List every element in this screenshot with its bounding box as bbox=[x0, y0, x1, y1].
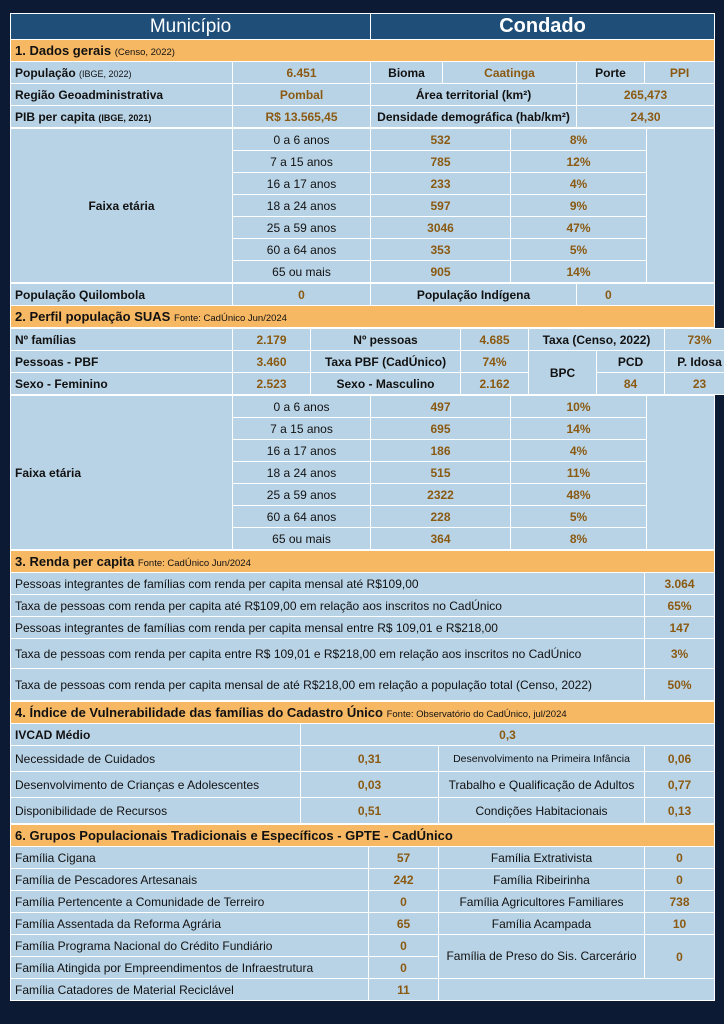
section-3-source: Fonte: CadÚnico Jun/2024 bbox=[137, 558, 251, 569]
gpte-label: Família Catadores de Material Reciclável bbox=[11, 979, 369, 1001]
idosa-value: 23 bbox=[665, 373, 724, 395]
quilombola-value: 0 bbox=[233, 284, 371, 306]
faixa-range: 7 a 15 anos bbox=[233, 151, 371, 173]
pib-label: PIB per capita bbox=[15, 109, 96, 124]
familias-label: Nº famílias bbox=[11, 329, 233, 351]
ivcad-dimension-row bbox=[11, 746, 715, 772]
dimension-value: 0,77 bbox=[645, 772, 715, 798]
gpte-row bbox=[11, 847, 715, 869]
section-4-title bbox=[11, 702, 715, 724]
pcd-value: 84 bbox=[597, 373, 665, 395]
faixa-percent: 11% bbox=[511, 462, 647, 484]
dimension-value: 0,13 bbox=[645, 798, 715, 824]
masculino-label: Sexo - Masculino bbox=[311, 373, 461, 395]
section-6-title: 6. Grupos Populacionais Tradicionais e Específicos - GPTE - CadÚnico bbox=[11, 825, 715, 847]
indigena-label: População Indígena bbox=[371, 284, 577, 306]
faixa-percent: 4% bbox=[511, 440, 647, 462]
dimension-value: 0,03 bbox=[301, 772, 439, 798]
taxa-censo-label: Taxa (Censo, 2022) bbox=[529, 329, 665, 351]
faixa-count: 785 bbox=[371, 151, 511, 173]
section-4-table bbox=[10, 701, 715, 824]
section-3-table bbox=[10, 550, 715, 701]
feminino-value: 2.523 bbox=[233, 373, 311, 395]
data-sheet bbox=[10, 13, 722, 1005]
gpte-label: Família Programa Nacional do Crédito Fundiário bbox=[11, 935, 369, 957]
ivcad-value: 0,3 bbox=[301, 724, 715, 746]
pbf-value: 3.460 bbox=[233, 351, 311, 373]
gpte-label: Família Ribeirinha bbox=[439, 869, 645, 891]
faixa-percent: 5% bbox=[511, 239, 647, 261]
faixa-range: 16 a 17 anos bbox=[233, 173, 371, 195]
faixa-count: 497 bbox=[371, 396, 511, 418]
area-value: 265,473 bbox=[577, 84, 715, 106]
pib-label-cell bbox=[11, 106, 233, 128]
section-3-title bbox=[11, 551, 715, 573]
dimension-value: 0,31 bbox=[301, 746, 439, 772]
pbf-label: Pessoas - PBF bbox=[11, 351, 233, 373]
regiao-label: Região Geoadministrativa bbox=[11, 84, 233, 106]
faixa-percent: 5% bbox=[511, 506, 647, 528]
renda-value: 3% bbox=[645, 639, 715, 669]
section-2-title-text: 2. Perfil população SUAS bbox=[15, 309, 171, 324]
bioma-label: Bioma bbox=[371, 62, 443, 84]
dimension-label: Necessidade de Cuidados bbox=[11, 746, 301, 772]
faixa-range: 65 ou mais bbox=[233, 261, 371, 283]
faixa-range: 0 a 6 anos bbox=[233, 396, 371, 418]
populacao-value: 6.451 bbox=[233, 62, 371, 84]
section-2-title bbox=[11, 306, 715, 328]
renda-label: Taxa de pessoas com renda per capita entre R$ 109,01 e R$218,00 em relação aos inscritos no CadÚnico bbox=[11, 639, 645, 669]
dimension-label: Desenvolvimento de Crianças e Adolescentes bbox=[11, 772, 301, 798]
indigena-value: 0 bbox=[577, 284, 715, 306]
ivcad-dimension-row bbox=[11, 798, 715, 824]
gpte-value: 0 bbox=[369, 957, 439, 979]
faixa-empty-cell bbox=[647, 129, 715, 283]
faixa-count: 695 bbox=[371, 418, 511, 440]
masculino-value: 2.162 bbox=[461, 373, 529, 395]
gpte-value: 0 bbox=[369, 935, 439, 957]
porte-value: PPI bbox=[645, 62, 715, 84]
taxa-pbf-value: 74% bbox=[461, 351, 529, 373]
renda-row bbox=[11, 617, 715, 639]
section-1-population-table bbox=[10, 283, 715, 328]
faixa-percent: 14% bbox=[511, 418, 647, 440]
gpte-label: Família Acampada bbox=[439, 913, 645, 935]
faixa-percent: 8% bbox=[511, 129, 647, 151]
section-2-table bbox=[10, 328, 724, 395]
gpte-row bbox=[11, 869, 715, 891]
faixa-etaria-label: Faixa etária bbox=[11, 396, 233, 550]
renda-row bbox=[11, 669, 715, 701]
bpc-label: BPC bbox=[529, 351, 597, 395]
gpte-label: Família Extrativista bbox=[439, 847, 645, 869]
section-1-source: (Censo, 2022) bbox=[114, 47, 175, 58]
gpte-value: 57 bbox=[369, 847, 439, 869]
gpte-value: 0 bbox=[645, 847, 715, 869]
faixa-count: 532 bbox=[371, 129, 511, 151]
populacao-source: (IBGE, 2022) bbox=[79, 68, 132, 79]
populacao-label-cell bbox=[11, 62, 233, 84]
renda-value: 147 bbox=[645, 617, 715, 639]
faixa-percent: 10% bbox=[511, 396, 647, 418]
gpte-label: Família Cigana bbox=[11, 847, 369, 869]
gpte-label: Família de Preso do Sis. Carcerário bbox=[439, 935, 645, 979]
faixa-count: 515 bbox=[371, 462, 511, 484]
gpte-label: Família Pertencente a Comunidade de Terreiro bbox=[11, 891, 369, 913]
area-label: Área territorial (km²) bbox=[371, 84, 577, 106]
dimension-label: Desenvolvimento na Primeira Infância bbox=[439, 746, 645, 772]
renda-value: 3.064 bbox=[645, 573, 715, 595]
section-1-table bbox=[10, 13, 715, 128]
section-1-faixa-table bbox=[10, 128, 715, 283]
gpte-value: 10 bbox=[645, 913, 715, 935]
renda-label: Pessoas integrantes de famílias com renda per capita mensal até R$109,00 bbox=[11, 573, 645, 595]
faixa-percent: 12% bbox=[511, 151, 647, 173]
gpte-label: Família Agricultores Familiares bbox=[439, 891, 645, 913]
gpte-value: 0 bbox=[645, 935, 715, 979]
gpte-row bbox=[11, 979, 715, 1001]
section-2-faixa-table bbox=[10, 395, 715, 550]
faixa-percent: 48% bbox=[511, 484, 647, 506]
renda-row bbox=[11, 573, 715, 595]
feminino-label: Sexo - Feminino bbox=[11, 373, 233, 395]
gpte-row bbox=[11, 891, 715, 913]
municipio-header: Município bbox=[11, 14, 371, 40]
section-1-title bbox=[11, 40, 715, 62]
gpte-value: 11 bbox=[369, 979, 439, 1001]
faixa-range: 60 a 64 anos bbox=[233, 506, 371, 528]
faixa-count: 353 bbox=[371, 239, 511, 261]
renda-value: 65% bbox=[645, 595, 715, 617]
faixa-count: 233 bbox=[371, 173, 511, 195]
section-4-source: Fonte: Observatório do CadÚnico, jul/2024 bbox=[386, 709, 567, 720]
faixa-etaria-label: Faixa etária bbox=[11, 129, 233, 283]
faixa-empty-cell bbox=[647, 396, 715, 550]
pcd-label: PCD bbox=[597, 351, 665, 373]
densidade-label: Densidade demográfica (hab/km²) bbox=[371, 106, 577, 128]
renda-label: Pessoas integrantes de famílias com renda per capita mensal entre R$ 109,01 e R$218,00 bbox=[11, 617, 645, 639]
renda-value: 50% bbox=[645, 669, 715, 701]
renda-label: Taxa de pessoas com renda per capita mensal de até R$218,00 em relação a população total (Censo, 2022) bbox=[11, 669, 645, 701]
faixa-percent: 47% bbox=[511, 217, 647, 239]
faixa-range: 7 a 15 anos bbox=[233, 418, 371, 440]
ivcad-dimension-row bbox=[11, 772, 715, 798]
dimension-value: 0,51 bbox=[301, 798, 439, 824]
gpte-value: 0 bbox=[369, 891, 439, 913]
faixa-range: 60 a 64 anos bbox=[233, 239, 371, 261]
faixa-row bbox=[11, 129, 715, 151]
faixa-percent: 4% bbox=[511, 173, 647, 195]
faixa-count: 2322 bbox=[371, 484, 511, 506]
gpte-row bbox=[11, 913, 715, 935]
gpte-value: 242 bbox=[369, 869, 439, 891]
municipio-name: Condado bbox=[371, 14, 715, 40]
pib-value: R$ 13.565,45 bbox=[233, 106, 371, 128]
dimension-label: Condições Habitacionais bbox=[439, 798, 645, 824]
faixa-percent: 14% bbox=[511, 261, 647, 283]
gpte-value: 738 bbox=[645, 891, 715, 913]
faixa-count: 3046 bbox=[371, 217, 511, 239]
section-6-table bbox=[10, 824, 715, 1001]
section-3-title-text: 3. Renda per capita bbox=[15, 554, 135, 569]
taxa-censo-value: 73% bbox=[665, 329, 724, 351]
faixa-range: 65 ou mais bbox=[233, 528, 371, 550]
taxa-pbf-label: Taxa PBF (CadÚnico) bbox=[311, 351, 461, 373]
gpte-label: Família Atingida por Empreendimentos de Infraestrutura bbox=[11, 957, 369, 979]
dimension-label: Disponibilidade de Recursos bbox=[11, 798, 301, 824]
faixa-range: 18 a 24 anos bbox=[233, 195, 371, 217]
renda-row bbox=[11, 595, 715, 617]
section-4-title-text: 4. Índice de Vulnerabilidade das famílias do Cadastro Único bbox=[15, 705, 383, 720]
densidade-value: 24,30 bbox=[577, 106, 715, 128]
dimension-label: Trabalho e Qualificação de Adultos bbox=[439, 772, 645, 798]
faixa-count: 597 bbox=[371, 195, 511, 217]
pessoas-label: Nº pessoas bbox=[311, 329, 461, 351]
faixa-count: 228 bbox=[371, 506, 511, 528]
pessoas-value: 4.685 bbox=[461, 329, 529, 351]
renda-label: Taxa de pessoas com renda per capita até R$109,00 em relação aos inscritos no CadÚnico bbox=[11, 595, 645, 617]
gpte-label: Família de Pescadores Artesanais bbox=[11, 869, 369, 891]
faixa-count: 905 bbox=[371, 261, 511, 283]
section-2-source: Fonte: CadÚnico Jun/2024 bbox=[173, 313, 287, 324]
ivcad-label: IVCAD Médio bbox=[11, 724, 301, 746]
pib-source: (IBGE, 2021) bbox=[98, 112, 152, 123]
idosa-label: P. Idosa bbox=[665, 351, 724, 373]
faixa-range: 25 a 59 anos bbox=[233, 484, 371, 506]
faixa-range: 16 a 17 anos bbox=[233, 440, 371, 462]
faixa-percent: 9% bbox=[511, 195, 647, 217]
faixa-percent: 8% bbox=[511, 528, 647, 550]
faixa-range: 18 a 24 anos bbox=[233, 462, 371, 484]
faixa-count: 186 bbox=[371, 440, 511, 462]
familias-value: 2.179 bbox=[233, 329, 311, 351]
regiao-value: Pombal bbox=[233, 84, 371, 106]
faixa-count: 364 bbox=[371, 528, 511, 550]
bioma-value: Caatinga bbox=[443, 62, 577, 84]
dimension-value: 0,06 bbox=[645, 746, 715, 772]
renda-row bbox=[11, 639, 715, 669]
gpte-empty-cell bbox=[439, 979, 715, 1001]
gpte-label: Família Assentada da Reforma Agrária bbox=[11, 913, 369, 935]
quilombola-label: População Quilombola bbox=[11, 284, 233, 306]
gpte-value: 65 bbox=[369, 913, 439, 935]
section-1-title-text: 1. Dados gerais bbox=[15, 43, 112, 58]
porte-label: Porte bbox=[577, 62, 645, 84]
faixa-range: 25 a 59 anos bbox=[233, 217, 371, 239]
populacao-label: População bbox=[15, 65, 76, 80]
faixa-row bbox=[11, 396, 715, 418]
faixa-range: 0 a 6 anos bbox=[233, 129, 371, 151]
gpte-value: 0 bbox=[645, 869, 715, 891]
gpte-row bbox=[11, 935, 715, 957]
